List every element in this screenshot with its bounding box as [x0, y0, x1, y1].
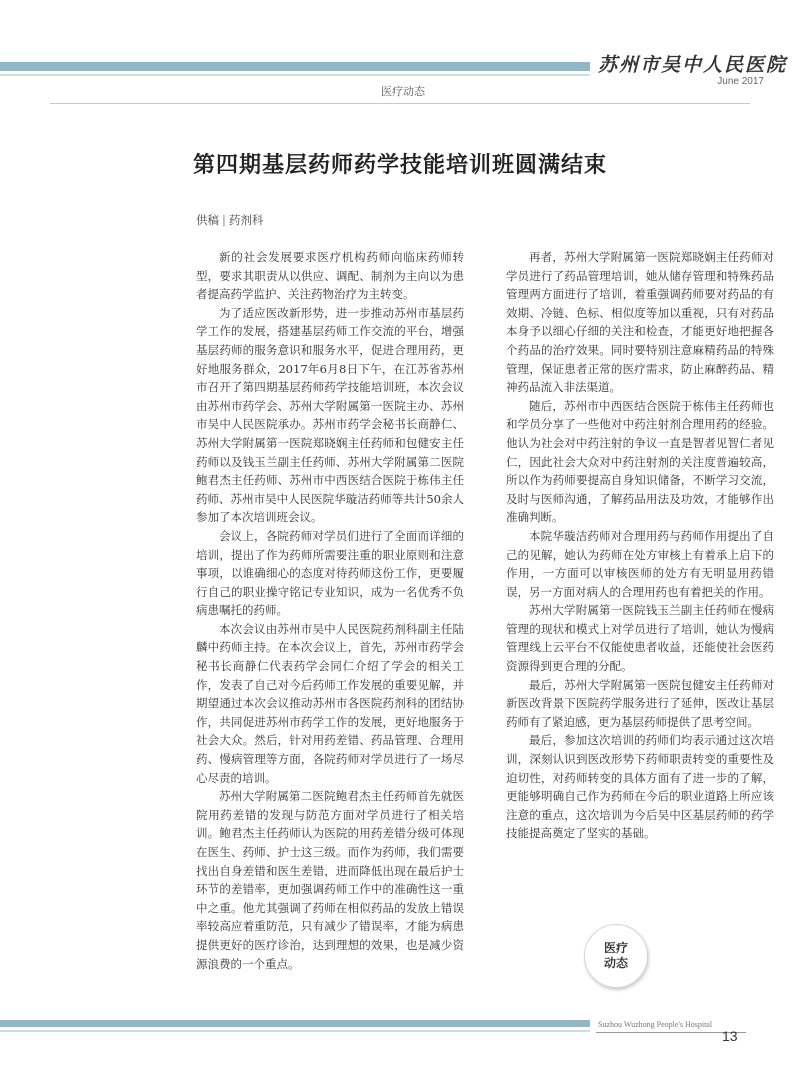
- article-column-right: [506, 248, 774, 843]
- badge-line: 医疗: [603, 941, 628, 955]
- byline-separator: |: [222, 213, 226, 227]
- paragraph: 本院华璇洁药师对合理用药与药师作用提出了自己的见解，她认为药师在处方审核上有着承上启下的作用，一方面可以审核医师的处方有无明显用药错误，另一方面对病人的合理用药也有着把关的作用。: [506, 528, 774, 599]
- header-accent-bar: [0, 62, 590, 71]
- footer-hospital-name: Suzhou Wuzhong People's Hospital: [598, 1020, 713, 1029]
- byline: [196, 212, 263, 228]
- paragraph: 苏州大学附属第二医院鲍君杰主任药师首先就医院用药差错的发现与防范方面对学员进行了相关培训。鲍君杰主任药师认为医院的用药差错分级可体现在医生、药师、护士这三级。而作为药师，我们需要找出自身差错和医生差错，进而降低出现在最后护士环节的差错率，更加强调药师工作中的准确性这一重中之重。他尤其强调了药师在相似药品的发放上错误率较高应着重防范，只有减少了错误率，才能为病患提供更好的医疗诊治，达到理想的效果，也是减少资源浪费的一个重点。: [196, 789, 464, 971]
- badge-line: 动态: [603, 956, 628, 970]
- byline-label: 供稿: [196, 213, 219, 227]
- header-accent-bar-thin: [0, 74, 590, 76]
- page-number: 13: [722, 1028, 738, 1044]
- paragraph: 会议上，各院药师对学员们进行了全面而详细的培训，提出了作为药师所需要注重的职业原则和注意事项，以谁确细心的态度对待药师这份工作，更要履行自己的职业操守铭记专业知识，成为一名优秀不负病患嘱托的药师。: [196, 528, 464, 618]
- paragraph: 最后，参加这次培训的药师们均表示通过这次培训，深刻认识到医改形势下药师职责转变的重要性及迫切性，对药师转变的具体方面有了进一步的了解，更能够明确自己作为药师在今后的职业道路上所应该注意的重点，这次培训为今后吴中区基层药师的药学技能提高奠定了坚实的基础。: [506, 733, 774, 841]
- section-badge: [584, 924, 648, 988]
- hospital-name-logo: 苏州市吴中人民医院: [598, 54, 788, 76]
- byline-source: 药剂科: [228, 213, 264, 227]
- paragraph: 本次会议由苏州市吴中人民医院药剂科副主任陆麟中药师主持。在本次会议上，首先，苏州市药学会秘书长商静仁代表药学会同仁介绍了学会的相关工作，发表了自己对今后药师工作发展的重要见解，并期望通过本次会议推动苏州市各医院药剂科的团结协作，共同促进苏州市药学工作的发展，更好地服务于社会大众。然后，针对用药差错、药品管理、合理用药、慢病管理等方面，各院药师对学员进行了一场尽心尽责的培训。: [196, 621, 464, 785]
- article-column-left: [196, 248, 464, 973]
- section-label: 医疗动态: [381, 85, 425, 98]
- footer-accent-bar: [0, 1020, 590, 1027]
- paragraph: 随后，苏州市中西医结合医院于栋伟主任药师也和学员分享了一些他对中药注射剂合理用药的经验。他认为社会对中药注射的争议一直是智者见智仁者见仁，因此社会大众对中药注射剂的关注度普遍较高，所以作为药师要提高自身知识储备，不断学习交流，及时与医师沟通，了解药品用法及功效，才能够作出准确判断。: [506, 398, 774, 525]
- paragraph: 为了适应医改新形势，进一步推动苏州市基层药学工作的发展，搭建基层药师工作交流的平台，增强基层药师的服务意识和服务水平，促进合理用药，更好地服务群众，2017年6月8日下午，在江苏省苏州市召开了第四期基层药师药学技能培训班，本次会议由苏州市药学会、苏州大学附属第一医院主办、苏州市吴中人民医院承办。苏州市药学会秘书长商静仁、苏州大学附属第一医院郑晓娴主任药师和包健安主任药师以及钱玉兰副主任药师、苏州大学附属第二医院鲍君杰主任药师、苏州市中西医结合医院于栋伟主任药师、苏州市吴中人民医院华璇洁药师等共计50余人参加了本次培训班会议。: [196, 305, 464, 525]
- paragraph: 苏州大学附属第一医院钱玉兰副主任药师在慢病管理的现状和模式上对学员进行了培训，她认为慢病管理线上云平台不仅能使患者收益，还能使社会医药资源得到更合理的分配。: [506, 603, 774, 674]
- issue-date: June 2017: [717, 76, 764, 87]
- paragraph: 新的社会发展要求医疗机构药师向临床药师转型，要求其职责从以供应、调配、制剂为主向以为患者提高药学监护、关注药物治疗为主转变。: [196, 250, 464, 302]
- article-title: 第四期基层药师药学技能培训班圆满结束: [192, 153, 607, 178]
- paragraph: 最后，苏州大学附属第一医院包健安主任药师对新医改背景下医院药学服务进行了延伸，医改让基层药师有了紧迫感，更为基层药师提供了思考空间。: [506, 677, 774, 729]
- header-divider: [50, 103, 750, 104]
- footer-accent-bar-thin: [0, 1030, 590, 1032]
- paragraph: 再者，苏州大学附属第一医院郑晓娴主任药师对学员进行了药品管理培训，她从储存管理和特殊药品管理两方面进行了培训，着重强调药师要对药品的有效期、冷链、色标、相似度等加以重视，只有对药品本身予以细心仔细的关注和检查，才能更好地把握各个药品的治疗效果。同时要特别注意麻精药品的特殊管理，保证患者正常的医疗需求，防止麻醉药品、精神药品流入非法渠道。: [506, 250, 774, 395]
